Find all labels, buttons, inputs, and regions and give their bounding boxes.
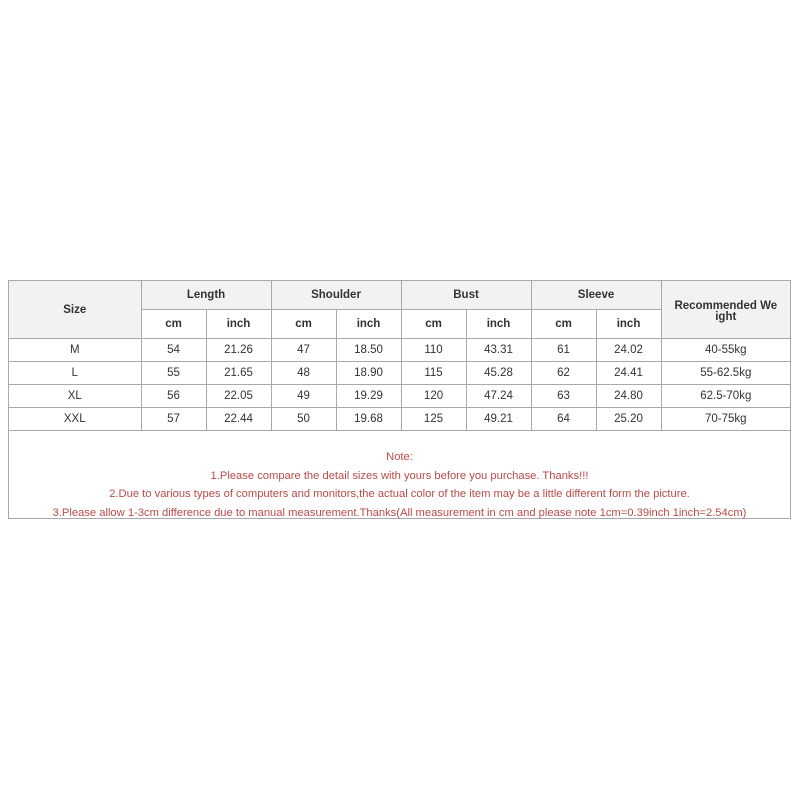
header-length: Length	[141, 281, 271, 310]
cell-shoulder-inch: 19.29	[336, 385, 401, 408]
cell-weight: 70-75kg	[661, 408, 790, 431]
note-line-1: 1.Please compare the detail sizes with yours before you purchase. Thanks!!!	[210, 469, 589, 482]
cell-bust-cm: 125	[401, 408, 466, 431]
cell-length-cm: 55	[141, 362, 206, 385]
note-line-2: 2.Due to various types of computers and monitors,the actual color of the item may be a little different form the picture.	[109, 488, 690, 500]
cell-bust-inch: 49.21	[466, 408, 531, 431]
cell-bust-cm: 120	[401, 385, 466, 408]
cell-sleeve-cm: 62	[531, 362, 596, 385]
unit-sleeve-cm: cm	[531, 310, 596, 339]
table-row	[9, 408, 790, 431]
cell-sleeve-cm: 64	[531, 408, 596, 431]
cell-shoulder-cm: 47	[271, 339, 336, 362]
cell-sleeve-cm: 61	[531, 339, 596, 362]
header-recommended-weight	[661, 281, 790, 339]
cell-size: XXL	[9, 408, 141, 431]
cell-weight: 40-55kg	[661, 339, 790, 362]
table-row	[9, 385, 790, 408]
table-row	[9, 362, 790, 385]
unit-bust-inch: inch	[466, 310, 531, 339]
size-chart	[8, 280, 791, 519]
unit-shoulder-inch: inch	[336, 310, 401, 339]
header-shoulder: Shoulder	[271, 281, 401, 310]
cell-shoulder-cm: 49	[271, 385, 336, 408]
table-row	[9, 339, 790, 362]
cell-length-inch: 22.05	[206, 385, 271, 408]
note-title: Note:	[386, 451, 413, 463]
header-recommended-weight-label: Recommended Weight	[674, 300, 778, 323]
unit-length-cm: cm	[141, 310, 206, 339]
size-table	[9, 281, 790, 431]
cell-shoulder-cm: 50	[271, 408, 336, 431]
cell-sleeve-cm: 63	[531, 385, 596, 408]
header-size: Size	[9, 281, 141, 339]
cell-sleeve-inch: 24.41	[596, 362, 661, 385]
notes-section	[9, 448, 790, 522]
unit-sleeve-inch: inch	[596, 310, 661, 339]
cell-sleeve-inch: 25.20	[596, 408, 661, 431]
unit-shoulder-cm: cm	[271, 310, 336, 339]
cell-length-inch: 22.44	[206, 408, 271, 431]
cell-bust-inch: 43.31	[466, 339, 531, 362]
cell-shoulder-inch: 18.90	[336, 362, 401, 385]
cell-size: M	[9, 339, 141, 362]
header-sleeve: Sleeve	[531, 281, 661, 310]
cell-length-inch: 21.65	[206, 362, 271, 385]
cell-length-cm: 56	[141, 385, 206, 408]
cell-length-cm: 54	[141, 339, 206, 362]
cell-bust-cm: 115	[401, 362, 466, 385]
unit-length-inch: inch	[206, 310, 271, 339]
cell-weight: 55-62.5kg	[661, 362, 790, 385]
cell-size: L	[9, 362, 141, 385]
cell-sleeve-inch: 24.02	[596, 339, 661, 362]
cell-weight: 62.5-70kg	[661, 385, 790, 408]
cell-shoulder-inch: 19.68	[336, 408, 401, 431]
header-bust: Bust	[401, 281, 531, 310]
cell-size: XL	[9, 385, 141, 408]
cell-shoulder-inch: 18.50	[336, 339, 401, 362]
note-line-3: 3.Please allow 1-3cm difference due to manual measurement.Thanks(All measurement in cm and please note 1cm=0.39inch 1inch=2.54cm)	[52, 506, 747, 519]
cell-sleeve-inch: 24.80	[596, 385, 661, 408]
cell-bust-inch: 47.24	[466, 385, 531, 408]
header-row	[9, 281, 790, 310]
cell-bust-cm: 110	[401, 339, 466, 362]
cell-length-cm: 57	[141, 408, 206, 431]
cell-bust-inch: 45.28	[466, 362, 531, 385]
cell-shoulder-cm: 48	[271, 362, 336, 385]
unit-bust-cm: cm	[401, 310, 466, 339]
cell-length-inch: 21.26	[206, 339, 271, 362]
